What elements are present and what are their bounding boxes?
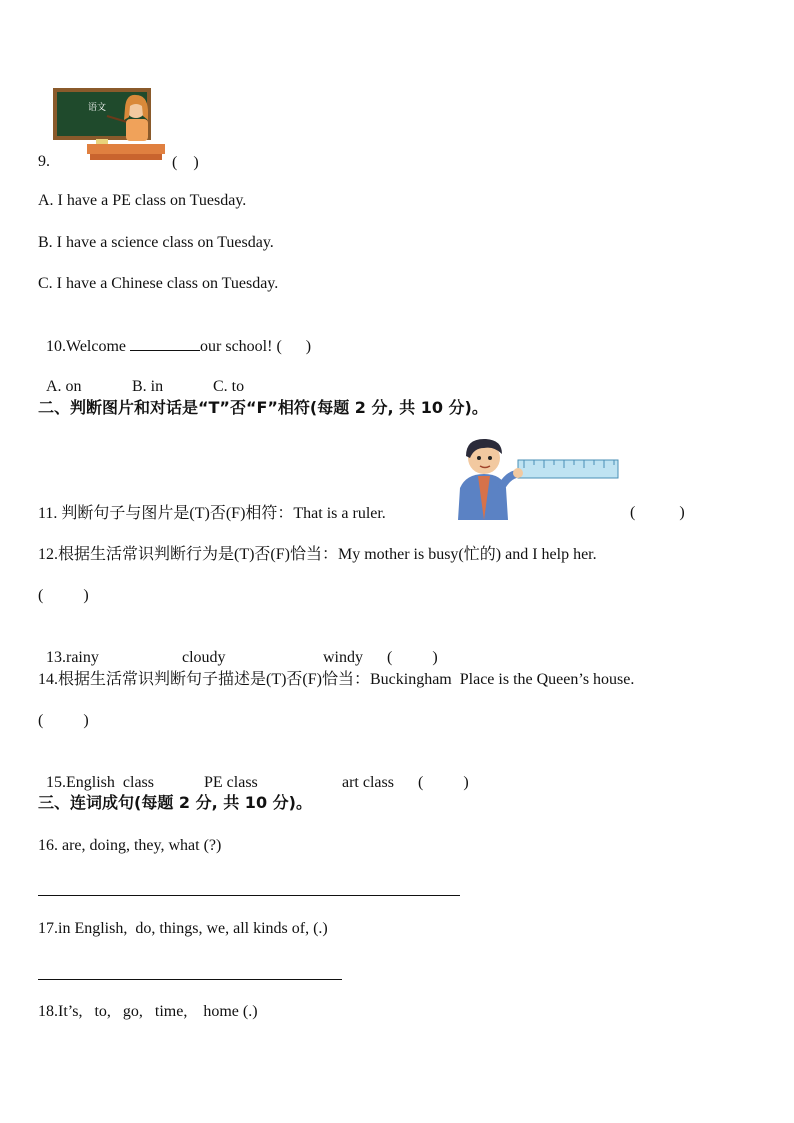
q14-paren: ( ) bbox=[38, 712, 89, 729]
boy-ruler-illustration bbox=[448, 436, 624, 522]
q12-text: 12.根据生活常识判断行为是(T)否(F)恰当：My mother is busy(忙的) and I help her. bbox=[38, 546, 597, 563]
q13-paren: ( ) bbox=[387, 649, 438, 666]
q18-text: 18.It’s, to, go, time, home (.) bbox=[38, 1003, 258, 1020]
q11-paren: ( ) bbox=[630, 504, 685, 521]
q15-item-art: art class bbox=[342, 774, 394, 791]
q9-option-c: C. I have a Chinese class on Tuesday. bbox=[38, 275, 279, 292]
q12-paren: ( ) bbox=[38, 587, 89, 604]
q9-number: 9. bbox=[38, 153, 50, 170]
q10-question bbox=[38, 316, 311, 357]
section2-heading: 二、判断图片和对话是“T”否“F”相符(每题 2 分, 共 10 分)。 bbox=[38, 398, 488, 417]
q10-suffix: our school! ( ) bbox=[200, 338, 312, 355]
q11-text: 11. 判断句子与图片是(T)否(F)相符：That is a ruler. bbox=[38, 505, 386, 522]
q9-option-a: A. I have a PE class on Tuesday. bbox=[38, 192, 247, 209]
q10-option-b: B. in bbox=[132, 378, 164, 395]
board-text: 语文 bbox=[88, 103, 107, 113]
q13-item-rainy: 13.rainy bbox=[46, 649, 99, 666]
section3-heading: 三、连词成句(每题 2 分, 共 10 分)。 bbox=[38, 793, 312, 812]
q13-item-cloudy: cloudy bbox=[182, 649, 226, 666]
q15-row bbox=[38, 753, 469, 793]
q17-answer-line[interactable] bbox=[38, 979, 342, 980]
teacher-blackboard-illustration bbox=[52, 86, 166, 162]
q10-option-a: A. on bbox=[46, 378, 82, 395]
q10-option-c: C. to bbox=[213, 378, 245, 395]
q16-answer-line[interactable] bbox=[38, 895, 460, 896]
q15-paren: ( ) bbox=[418, 774, 469, 791]
q9-option-b: B. I have a science class on Tuesday. bbox=[38, 234, 274, 251]
q16-text: 16. are, doing, they, what (?) bbox=[38, 837, 222, 854]
q15-item-pe: PE class bbox=[204, 774, 258, 791]
q13-item-windy: windy bbox=[323, 649, 363, 666]
q10-blank bbox=[130, 336, 200, 351]
q10-prefix: 10.Welcome bbox=[46, 338, 131, 355]
q9-paren: ( ) bbox=[172, 154, 199, 171]
q13-row bbox=[38, 628, 438, 668]
q15-item-english: 15.English class bbox=[46, 774, 154, 791]
q14-text: 14.根据生活常识判断句子描述是(T)否(F)恰当：Buckingham Place is the Queen’s house. bbox=[38, 671, 635, 688]
q17-text: 17.in English, do, things, we, all kinds of, (.) bbox=[38, 920, 328, 937]
q10-options bbox=[38, 357, 244, 397]
